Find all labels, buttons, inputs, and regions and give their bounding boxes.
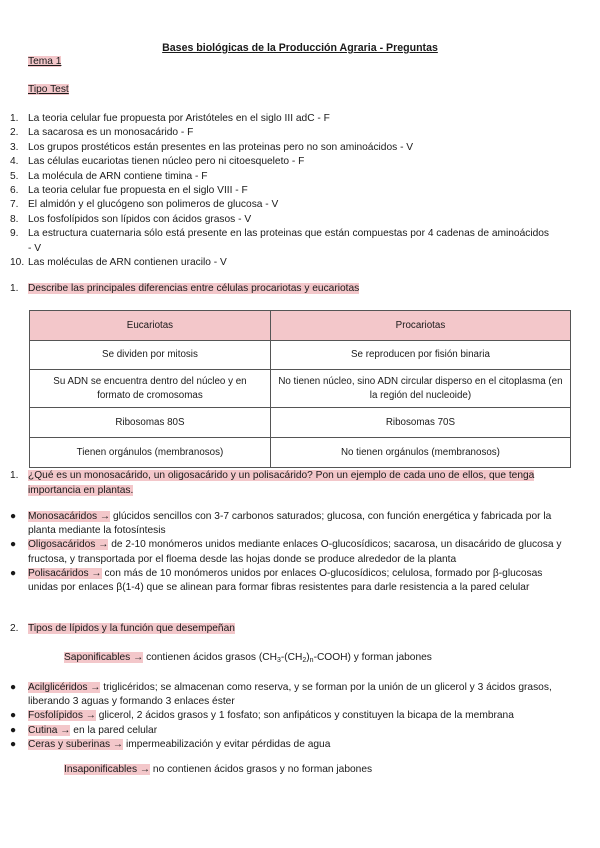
list-item: ● Cutina → en la pared celular <box>10 724 570 738</box>
list-item: 5. La molécula de ARN contiene timina - F <box>10 170 208 182</box>
list-item: ● Acilglicéridos → triglicéridos; se almacenan como reserva, y se forman por la unión de un glicerol y 3 ácidos grasos, liberando 3 aguas y formando 3 enlaces éster <box>10 682 552 708</box>
question-text: ¿Qué es un monosacárido, un oligosacárido y un polisacárido? Pon un ejemplo de cada uno de ellos, que tenga importancia en plantas. <box>28 470 535 496</box>
question-lipids: 2. Tipos de lípidos y la función que desempeñan <box>10 623 235 634</box>
list-item: 6. La teoria celular fue propuesta en el siglo VIII - F <box>10 185 248 197</box>
table-cell: Ribosomas 70S <box>270 408 570 438</box>
list-item: 9. La estructura cuaternaria sólo está presente en las proteinas que están compuestas por 4 cadenas de aminoácidos - V <box>10 228 550 254</box>
list-item: 2. La sacarosa es un monosacárido - F <box>10 127 194 139</box>
list-item: ● Ceras y suberinas → impermeabilización y evitar pérdidas de agua <box>10 738 570 752</box>
question-sugars: 1. ¿Qué es un monosacárido, un oligosacárido y un polisacárido? Pon un ejemplo de cada uno de ellos, que tenga importancia en plantas. <box>10 470 535 496</box>
bullet-icon: ● <box>10 567 17 579</box>
table-row <box>30 370 571 408</box>
list-item: 10. Las moléculas de ARN contienen uracilo - V <box>10 257 227 269</box>
lipids-list <box>10 681 570 752</box>
table-cell: Su ADN se encuentra dentro del núcleo y en formato de cromosomas <box>30 370 271 408</box>
list-item: ● Polisacáridos → con más de 10 monómeros unidos por enlaces O-glucosídicos; celulosa, formado por β-glucosas unidas por enlaces β(1-4) que se alinean para formar fibras resistentes para darle resistencia a la pared celular <box>10 567 543 594</box>
bullet-icon: ● <box>10 539 17 551</box>
list-item: 8. Los fosfolípidos son lípidos con ácidos grasos - V <box>10 213 252 225</box>
list-item: 1. La teoria celular fue propuesta por Aristóteles en el siglo III adC - F <box>10 113 330 124</box>
table-row <box>30 408 571 438</box>
list-item: ● Fosfolípidos → glicerol, 2 ácidos grasos y 1 fosfato; son anfipáticos y constituyen la bicapa de la membrana <box>10 709 570 723</box>
question-cell-differences: 1. Describe las principales diferencias entre células procariotas y eucariotas <box>10 283 360 294</box>
bullet-icon: ● <box>10 682 17 693</box>
bullet-icon: ● <box>10 511 17 522</box>
table-row <box>30 438 571 468</box>
list-item: 4. Las células eucariotas tienen núcleo pero ni citoesqueleto - F <box>10 156 305 168</box>
bullet-icon: ● <box>10 724 17 736</box>
table-cell: No tienen núcleo, sino ADN circular disperso en el citoplasma (en la región del nucleoide) <box>270 370 570 408</box>
table-cell: Tienen orgánulos (membranosos) <box>30 438 271 468</box>
table-cell: Ribosomas 80S <box>30 408 271 438</box>
table-header-row <box>30 311 571 341</box>
list-item: 3. Los grupos prostéticos están presentes en las proteinas pero no son aminoácidos - V <box>10 141 414 153</box>
list-item: ● Oligosacáridos → de 2-10 monómeros unidos mediante enlaces O-glucosídicos; sacarosa, un disacárido de glucosa y fructosa, y transportada por el floema desde las hojas donde se produce alrededor de la planta <box>10 539 562 565</box>
table-header-cell: Procariotas <box>270 311 570 341</box>
table-cell: No tienen orgánulos (membranosos) <box>270 438 570 468</box>
table-row <box>30 341 571 370</box>
table-cell: Se dividen por mitosis <box>30 341 271 370</box>
saponificables-line: Saponificables → contienen ácidos grasos $(CH_3-(CH_2)_n-COOH)$ y forman jabones <box>64 652 432 664</box>
question-text: Tipos de lípidos y la función que desempeñan <box>28 623 235 634</box>
bullet-icon: ● <box>10 710 17 722</box>
table-cell: Se reproducen por fisión binaria <box>270 341 570 370</box>
list-item: ● Monosacáridos → glúcidos sencillos con 3-7 carbonos saturados; glucosa, con función energética y fabricada por la planta mediante la fotosíntesis <box>10 511 552 537</box>
page-title: Bases biológicas de la Producción Agraria - Preguntas <box>162 42 438 54</box>
true-false-list <box>10 112 550 270</box>
section-heading-tipo-test: Tipo Test <box>28 84 69 95</box>
comparison-table <box>29 310 571 468</box>
section-heading-tema: Tema 1 <box>28 56 62 67</box>
table-header-cell: Eucariotas <box>30 311 271 341</box>
insaponificables-line: Insaponificables → no contienen ácidos grasos y no forman jabones <box>64 764 373 775</box>
sugars-list <box>10 510 570 595</box>
question-text: Describe las principales diferencias entre células procariotas y eucariotas <box>28 283 360 294</box>
bullet-icon: ● <box>10 738 17 750</box>
list-item: 7. El almidón y el glucógeno son polimeros de glucosa - V <box>10 199 279 211</box>
